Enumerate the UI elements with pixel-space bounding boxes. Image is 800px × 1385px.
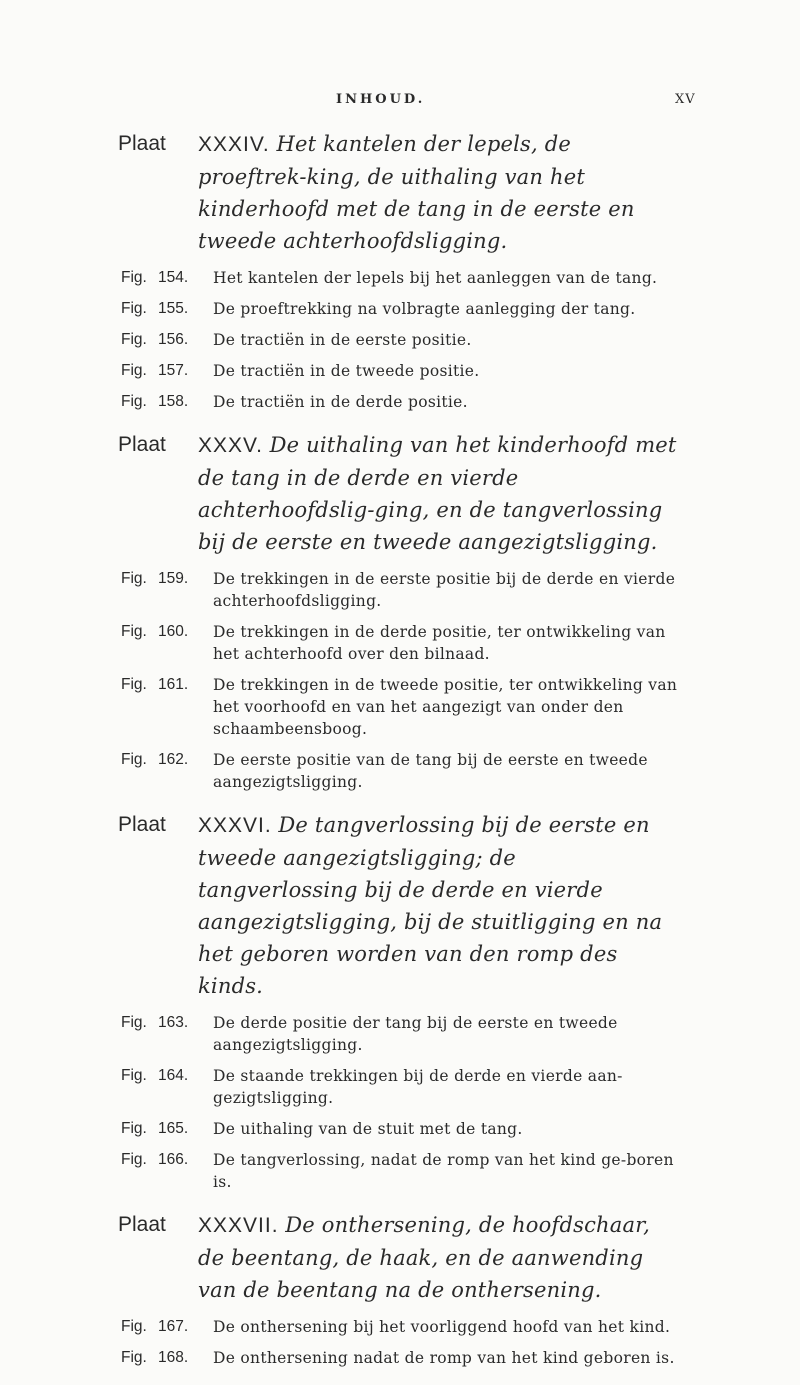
figure-label: Fig. — [121, 393, 147, 410]
table-of-contents — [118, 128, 678, 1385]
figure-number: 160. — [158, 623, 189, 640]
figure-description: De trekkingen in de tweede positie, ter ontwikkeling van het voorhoofd en van het aangezigt van onder den schaambeensboog. — [213, 676, 678, 738]
figure-entry — [118, 1118, 678, 1140]
figure-description: De tractiën in de derde positie. — [213, 393, 468, 411]
figure-number: 164. — [158, 1067, 189, 1084]
figure-description: De tractiën in de eerste positie. — [213, 331, 472, 349]
figure-entry — [118, 1149, 678, 1193]
figure-description: De tangverlossing, nadat de romp van het kind ge-boren is. — [213, 1151, 674, 1191]
figure-label: Fig. — [121, 1120, 147, 1137]
figure-number: 159. — [158, 570, 189, 587]
figure-entry — [118, 360, 678, 382]
figure-label: Fig. — [121, 623, 147, 640]
figure-label: Fig. — [121, 1151, 147, 1168]
plate-heading — [118, 1209, 678, 1306]
figure-entry — [118, 749, 678, 793]
figure-entry — [118, 621, 678, 665]
figure-number: 155. — [158, 300, 189, 317]
page-header — [0, 92, 800, 112]
figure-description: De uithaling van de stuit met de tang. — [213, 1120, 523, 1138]
plate-heading — [118, 429, 678, 558]
plate-title: De onthersening, de hoofdschaar, de beentang, de haak, en de aanwending van de beentang na de onthersening. — [198, 1213, 651, 1302]
running-title: INHOUD. — [336, 92, 426, 107]
plate-title: Het kantelen der lepels, de proeftrek-king, de uithaling van het kinderhoofd met de tang in de eerste en tweede achterhoofdsligging. — [198, 132, 635, 253]
figure-number: 167. — [158, 1318, 189, 1335]
figure-list — [118, 1012, 678, 1193]
figure-description: De eerste positie van de tang bij de eerste en tweede aangezigtsligging. — [213, 751, 648, 791]
figure-description: De trekkingen in de derde positie, ter ontwikkeling van het achterhoofd over den bilnaad. — [213, 623, 666, 663]
figure-label: Fig. — [121, 1349, 147, 1366]
figure-description: De onthersening bij het voorliggend hoofd van het kind. — [213, 1318, 671, 1336]
figure-entry — [118, 1347, 678, 1369]
figure-number: 158. — [158, 393, 189, 410]
plate-label: Plaat — [118, 813, 166, 836]
figure-number: 154. — [158, 269, 189, 286]
figure-label: Fig. — [121, 362, 147, 379]
figure-label: Fig. — [121, 676, 147, 693]
figure-number: 163. — [158, 1014, 189, 1031]
figure-description: De onthersening nadat de romp van het kind geboren is. — [213, 1349, 675, 1367]
figure-label: Fig. — [121, 1318, 147, 1335]
plate-title: De uithaling van het kinderhoofd met de tang in de derde en vierde achterhoofdslig-ging, en de tangverlossing bij de eerste en tweede aangezigtsligging. — [198, 433, 677, 554]
figure-description: De staande trekkingen bij de derde en vierde aan-gezigtsligging. — [213, 1067, 623, 1107]
figure-description: Het kantelen der lepels bij het aanleggen van de tang. — [213, 269, 658, 287]
plate-label: Plaat — [118, 1213, 166, 1236]
figure-label: Fig. — [121, 331, 147, 348]
figure-entry — [118, 391, 678, 413]
plate-number: XXXVI. — [198, 814, 272, 837]
plate-number: XXXV. — [198, 434, 263, 457]
figure-number: 157. — [158, 362, 189, 379]
figure-entry — [118, 298, 678, 320]
figure-entry — [118, 1012, 678, 1056]
figure-number: 165. — [158, 1120, 189, 1137]
plate-label: Plaat — [118, 132, 166, 155]
figure-description: De proeftrekking na volbragte aanlegging der tang. — [213, 300, 636, 318]
plate-heading — [118, 809, 678, 1002]
page-number: XV — [675, 92, 696, 107]
figure-list — [118, 568, 678, 793]
figure-label: Fig. — [121, 1067, 147, 1084]
plate-label: Plaat — [118, 433, 166, 456]
figure-label: Fig. — [121, 751, 147, 768]
figure-entry — [118, 267, 678, 289]
figure-number: 156. — [158, 331, 189, 348]
plate-title: De tangverlossing bij de eerste en tweede aangezigtsligging; de tangverlossing bij de derde en vierde aangezigtsligging, bij de stuitligging en na het geboren worden van den romp des kinds. — [198, 813, 663, 998]
figure-description: De tractiën in de tweede positie. — [213, 362, 480, 380]
figure-entry — [118, 1316, 678, 1338]
figure-entry — [118, 1065, 678, 1109]
figure-entry — [118, 674, 678, 740]
plate-number: XXXVII. — [198, 1214, 279, 1237]
figure-entry — [118, 329, 678, 351]
figure-label: Fig. — [121, 570, 147, 587]
figure-label: Fig. — [121, 1014, 147, 1031]
figure-label: Fig. — [121, 269, 147, 286]
figure-description: De trekkingen in de eerste positie bij de derde en vierde achterhoofdsligging. — [213, 570, 676, 610]
figure-label: Fig. — [121, 300, 147, 317]
plate-number: XXXIV. — [198, 133, 270, 156]
figure-number: 161. — [158, 676, 189, 693]
figure-entry — [118, 568, 678, 612]
figure-list — [118, 1316, 678, 1369]
plate-heading — [118, 128, 678, 257]
figure-description: De derde positie der tang bij de eerste en tweede aangezigtsligging. — [213, 1014, 618, 1054]
figure-number: 162. — [158, 751, 189, 768]
figure-list — [118, 267, 678, 413]
figure-number: 166. — [158, 1151, 189, 1168]
figure-number: 168. — [158, 1349, 189, 1366]
